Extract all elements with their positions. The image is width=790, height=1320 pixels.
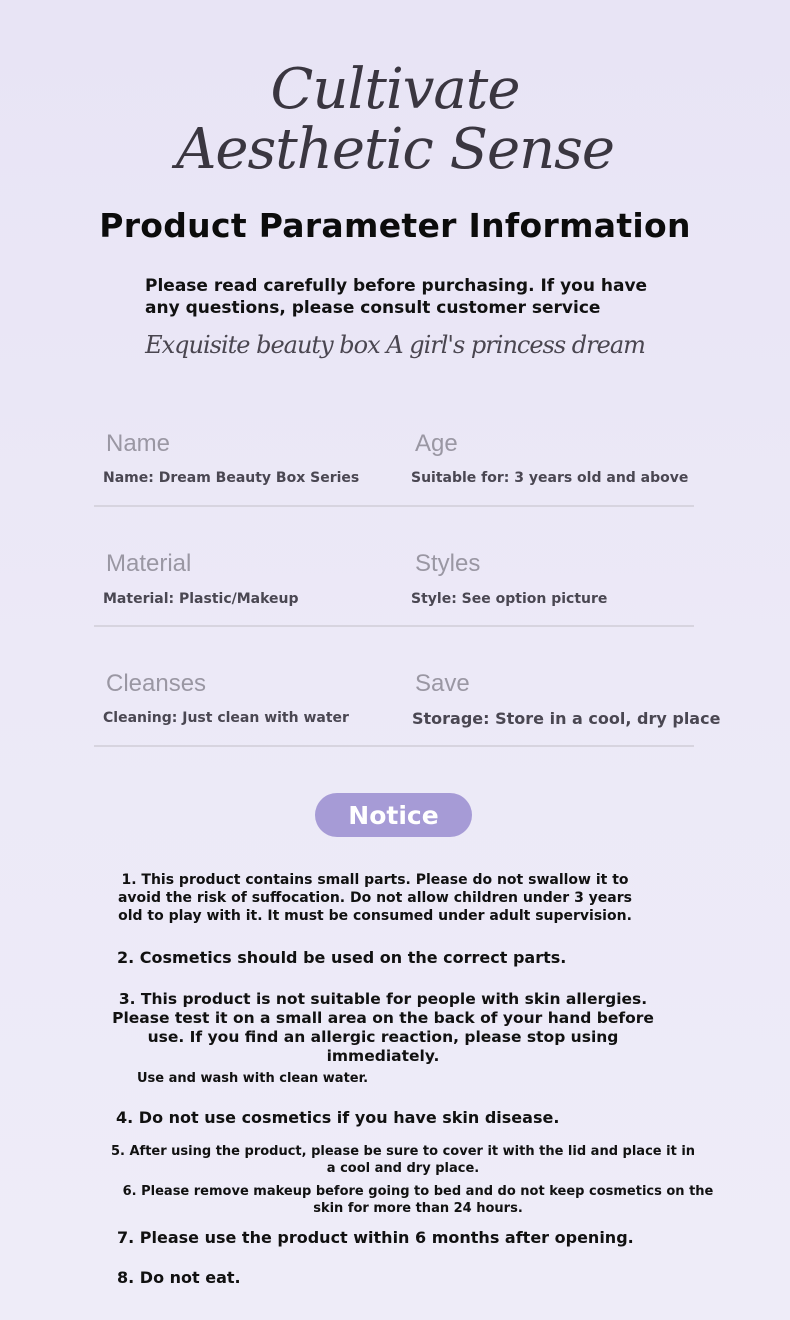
page-title: Product Parameter Information — [99, 206, 691, 245]
intro-text: Please read carefully before purchasing. If you have any questions, please consult customer service — [145, 276, 648, 318]
notice-item-1: 1. This product contains small parts. Please do not swallow it to avoid the risk of suffocation. Do not allow children under 3 years old to play with it. It must be consumed under adult supervision. — [117, 872, 632, 924]
notice-item-wash: Use and wash with clean water. — [137, 1071, 369, 1086]
notice-item-2: 2. Cosmetics should be used on the correct parts. — [117, 948, 567, 967]
notice-badge: Notice — [315, 793, 472, 837]
param-value-material: Material: Plastic/Makeup — [103, 591, 299, 607]
param-label-age: Age — [415, 430, 458, 457]
notice-item-3: 3. This product is not suitable for people with skin allergies. Please test it on a small area on the back of your hand before use. If you find an allergic reaction, please stop using immediately. — [112, 990, 654, 1065]
param-label-material: Material — [106, 550, 192, 577]
notice-item-4: 4. Do not use cosmetics if you have skin disease. — [116, 1108, 560, 1127]
divider — [94, 745, 694, 747]
param-label-save: Save — [415, 670, 470, 697]
script-tagline: Exquisite beauty box A girl's princess dream — [145, 331, 645, 359]
script-heading-line2: Aesthetic Sense — [175, 117, 615, 182]
notice-item-7: 7. Please use the product within 6 months after opening. — [117, 1228, 634, 1247]
param-label-styles: Styles — [415, 550, 481, 577]
param-value-styles: Style: See option picture — [411, 591, 608, 607]
param-value-name: Name: Dream Beauty Box Series — [103, 470, 360, 486]
param-value-age: Suitable for: 3 years old and above — [411, 470, 689, 486]
divider — [94, 505, 694, 507]
divider — [94, 625, 694, 627]
notice-item-5: 5. After using the product, please be sure to cover it with the lid and place it in a cool and dry place. — [110, 1144, 696, 1176]
param-label-cleanses: Cleanses — [106, 670, 207, 697]
script-heading-line1: Cultivate — [270, 57, 520, 122]
notice-item-6: 6. Please remove makeup before going to bed and do not keep cosmetics on the skin for more than 24 hours. — [122, 1184, 714, 1216]
param-value-save: Storage: Store in a cool, dry place — [412, 709, 721, 728]
param-value-cleanses: Cleaning: Just clean with water — [103, 710, 349, 726]
param-label-name: Name — [106, 430, 171, 457]
notice-item-8: 8. Do not eat. — [117, 1268, 241, 1287]
